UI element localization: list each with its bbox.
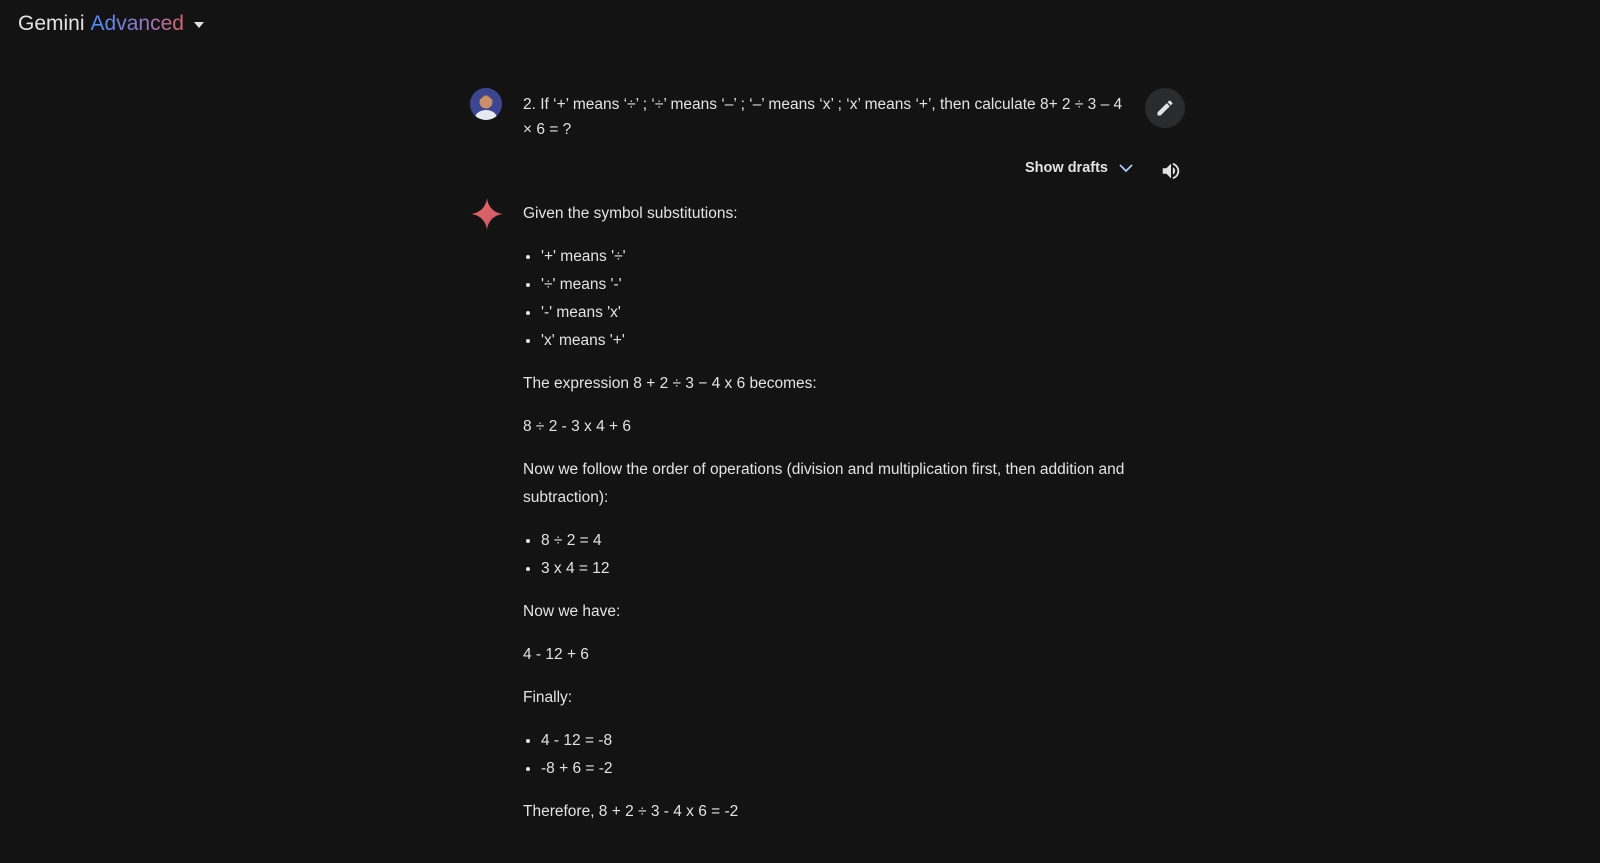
gemini-sparkle-icon xyxy=(471,198,503,230)
list-item: • 3 x 4 = 12 xyxy=(541,555,1143,583)
list-item: • '-' means 'x' xyxy=(541,299,1143,327)
transformed-expression: 8 ÷ 2 - 3 x 4 + 6 xyxy=(523,418,632,435)
step-list-2 xyxy=(523,727,1143,783)
list-item: • 4 - 12 = -8 xyxy=(541,727,1143,755)
now-we-have: Now we have: xyxy=(523,603,621,620)
prompt-text: 2. If ‘+’ means ‘÷’ ; ‘÷’ means ‘–’ ; ‘–’ means ‘x’ ; ‘x’ means ‘+’, then calculate 8+ 2 ÷ 3 – 4 × 6 = ? xyxy=(523,96,1123,138)
conclusion: Therefore, 8 + 2 ÷ 3 - 4 x 6 = -2 xyxy=(523,803,739,820)
list-item: • '+' means '÷' xyxy=(541,243,1143,271)
model-selector[interactable] xyxy=(18,12,204,36)
speaker-button[interactable] xyxy=(1160,160,1182,182)
list-item: • '÷' means '-' xyxy=(541,271,1143,299)
pencil-icon xyxy=(1155,98,1175,118)
list-item: • -8 + 6 = -2 xyxy=(541,755,1143,783)
reduced-expression: 4 - 12 + 6 xyxy=(523,646,589,663)
speaker-icon xyxy=(1160,160,1182,182)
model-response xyxy=(523,200,1143,841)
user-avatar[interactable] xyxy=(470,88,502,120)
show-drafts-button[interactable] xyxy=(1025,160,1134,176)
list-item: • 'x' means '+' xyxy=(541,327,1143,355)
step-list-1 xyxy=(523,527,1143,583)
list-item: • 8 ÷ 2 = 4 xyxy=(541,527,1143,555)
show-drafts-label: Show drafts xyxy=(1025,160,1108,176)
caret-down-icon[interactable] xyxy=(194,22,204,28)
brand-name: Gemini xyxy=(18,12,85,35)
order-note: Now we follow the order of operations (division and multiplication first, then addition and subtraction): xyxy=(523,461,1125,506)
chevron-down-icon xyxy=(1118,160,1134,176)
edit-prompt-button[interactable] xyxy=(1145,88,1185,128)
brand-tier: Advanced xyxy=(90,12,184,35)
finally-label: Finally: xyxy=(523,689,573,706)
expression-intro: The expression 8 + 2 ÷ 3 − 4 x 6 becomes: xyxy=(523,375,817,392)
substitution-list xyxy=(523,243,1143,355)
response-intro: Given the symbol substitutions: xyxy=(523,205,738,222)
